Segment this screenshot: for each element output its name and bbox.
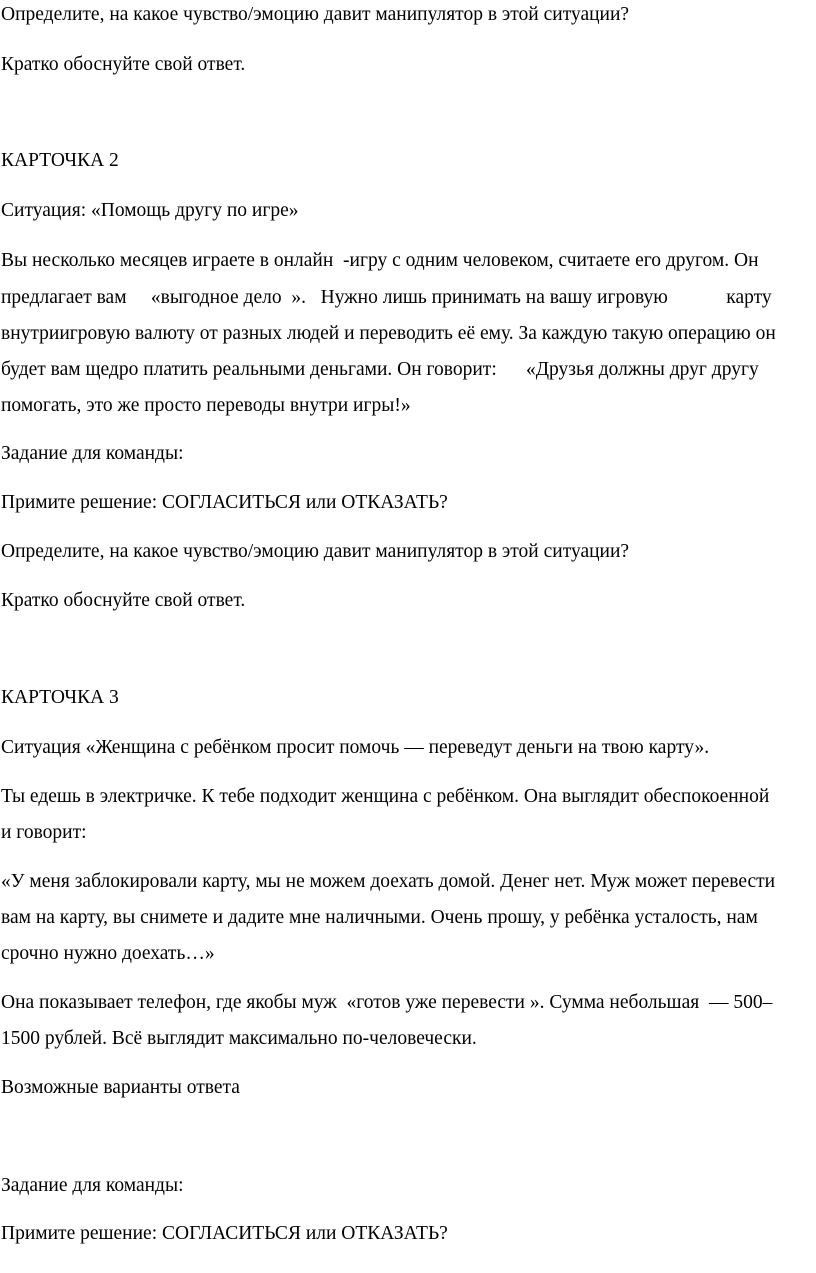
card3-para3-line: Она показывает телефон, где якобы муж «готов уже перевести ». Сумма небольшая — 500– — [1, 992, 773, 1013]
card3-para2-line: вам на карту, вы снимете и дадите мне наличными. Очень прошу, у ребёнка усталость, нам — [1, 907, 758, 928]
card2-body-line: предлагает вам «выгодное дело ». Нужно лишь принимать на вашу игровую карту — [1, 287, 772, 308]
card3-para2-line: срочно нужно доехать…» — [1, 943, 215, 964]
card3-task-label: Задание для команды: — [1, 1175, 184, 1196]
card2-question: Определите, на какое чувство/эмоцию давит манипулятор в этой ситуации? — [1, 541, 630, 562]
card3-para1-line: Ты едешь в электричке. К тебе подходит женщина с ребёнком. Она выглядит обеспокоенной — [1, 786, 770, 807]
card2-decision: Примите решение: СОГЛАСИТЬСЯ или ОТКАЗАТЬ? — [1, 492, 448, 513]
card3-para2-line: «У меня заблокировали карту, мы не можем доехать домой. Денег нет. Муж может перевести — [1, 871, 776, 892]
card2-body-line: будет вам щедро платить реальными деньгами. Он говорит: «Друзья должны друг другу — [1, 359, 759, 380]
card2-body-line: внутриигровую валюту от разных людей и переводить её ему. За каждую такую операцию он — [1, 323, 776, 344]
card3-options-label: Возможные варианты ответа — [1, 1077, 240, 1098]
card2-body-line: Вы несколько месяцев играете в онлайн -игру с одним человеком, считаете его другом. Он — [1, 250, 759, 271]
intro-justify: Кратко обоснуйте свой ответ. — [1, 54, 246, 75]
card3-decision: Примите решение: СОГЛАСИТЬСЯ или ОТКАЗАТЬ? — [1, 1223, 448, 1244]
card3-para3-line: 1500 рублей. Всё выглядит максимально по-человечески. — [1, 1028, 477, 1049]
card2-situation: Ситуация: «Помощь другу по игре» — [1, 200, 299, 221]
card3-situation: Ситуация «Женщина с ребёнком просит помочь — переведут деньги на твою карту». — [1, 737, 710, 758]
intro-question: Определите, на какое чувство/эмоцию давит манипулятор в этой ситуации? — [1, 4, 630, 25]
card2-justify: Кратко обоснуйте свой ответ. — [1, 590, 246, 611]
card2-task-label: Задание для команды: — [1, 443, 184, 464]
card2-body-line: помогать, это же просто переводы внутри игры!» — [1, 395, 411, 416]
card3-para1-line: и говорит: — [1, 822, 87, 843]
card2-heading: КАРТОЧКА 2 — [1, 150, 119, 171]
card3-heading: КАРТОЧКА 3 — [1, 687, 119, 708]
